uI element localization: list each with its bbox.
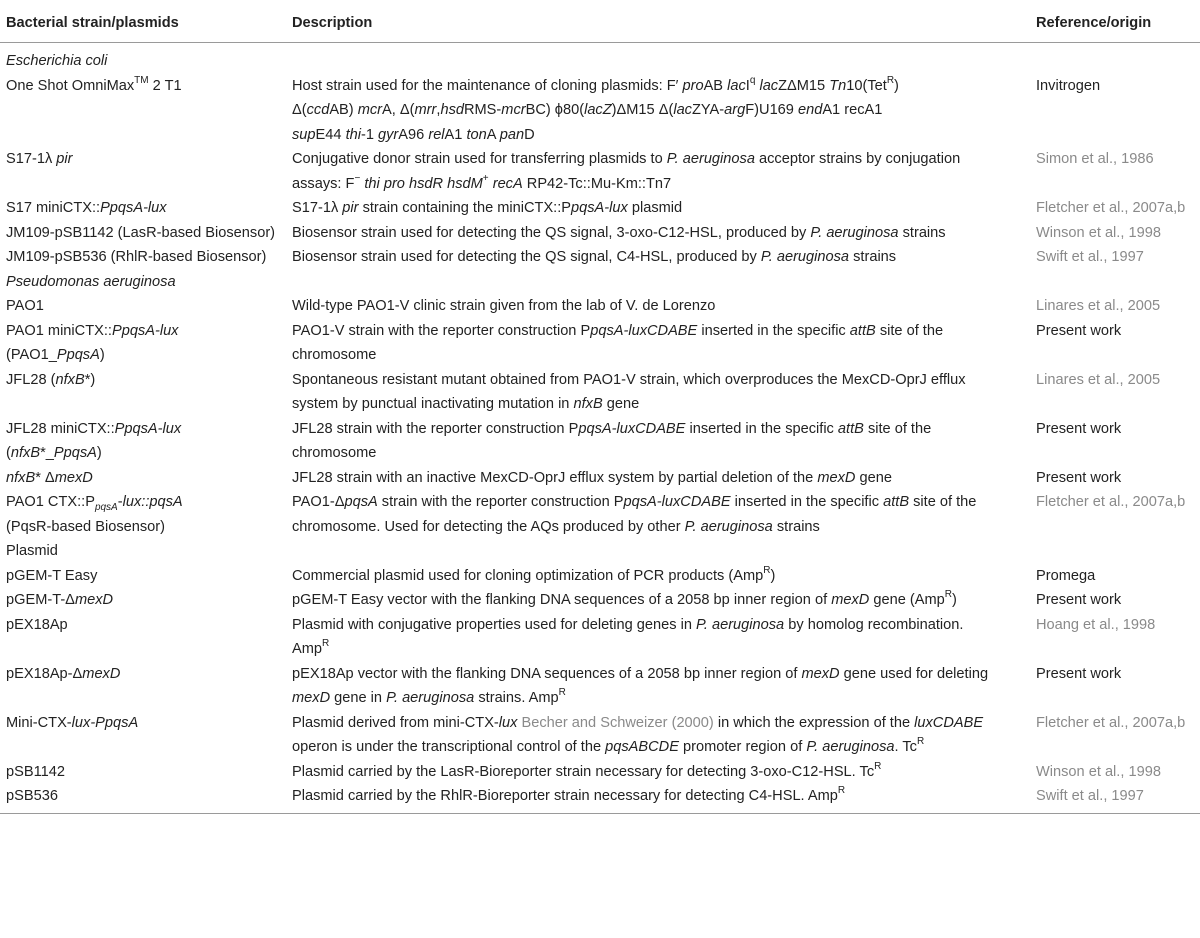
reference-cell[interactable]: Simon et al., 1986	[1036, 151, 1154, 167]
table-row	[0, 245, 1200, 270]
table-row	[0, 784, 1200, 813]
table-row	[0, 711, 1200, 760]
description-cell: pGEM-T Easy vector with the flanking DNA sequences of a 2058 bp inner region of mexD gene (Amp$^R$)	[292, 589, 957, 608]
table-row	[0, 564, 1200, 589]
strain-cell: PAO1 miniCTX::PpqsA-lux (PAO1_PpqsA)	[6, 322, 179, 363]
table-row	[0, 294, 1200, 319]
table-row	[0, 74, 1200, 148]
description-cell: PAO1-V strain with the reporter construction PpqsA-luxCDABE inserted in the specific attB site of the chromosome	[292, 322, 944, 363]
strain-cell: pEX18Ap	[6, 616, 68, 633]
reference-cell[interactable]: Linares et al., 2005	[1036, 298, 1161, 314]
table-row	[0, 221, 1200, 246]
reference-cell[interactable]: Linares et al., 2005	[1036, 371, 1161, 388]
description-cell: Commercial plasmid used for cloning optimization of PCR products (Amp$^R$)	[292, 564, 776, 584]
strain-cell: nfxB* ΔmexD	[6, 469, 93, 486]
strain-cell: S17-1λ pir	[6, 151, 73, 167]
header-strain: Bacterial strain/plasmids	[0, 4, 284, 43]
strain-cell: JFL28 miniCTX::PpqsA-lux (nfxB*_PpqsA)	[6, 420, 182, 461]
header-description: Description	[284, 4, 1030, 43]
description-cell: Plasmid with conjugative properties used for deleting genes in P. aeruginosa by homolog recombination. Amp$^R$	[292, 616, 964, 657]
strain-cell: JFL28 (nfxB*)	[6, 371, 96, 388]
strain-cell: PAO1	[6, 298, 44, 314]
table-row	[0, 368, 1200, 417]
strain-cell: pEX18Ap-ΔmexD	[6, 665, 121, 682]
reference-cell: Present work	[1036, 322, 1122, 339]
description-cell: Plasmid carried by the RhlR-Bioreporter strain necessary for detecting C4-HSL. Amp$^R$	[284, 784, 1030, 813]
description-cell: JFL28 strain with an inactive MexCD-OprJ efflux system by partial deletion of the mexD gene	[292, 469, 892, 486]
group-label-ecoli: Escherichia coli	[6, 53, 108, 69]
header-reference: Reference/origin	[1030, 4, 1200, 43]
reference-cell[interactable]: Winson et al., 1998	[1036, 763, 1161, 780]
strain-cell: One Shot OmniMax™ 2 T1	[6, 74, 182, 94]
reference-cell: Present work	[1036, 420, 1122, 437]
citation-link[interactable]: Becher and Schweizer (2000)	[521, 714, 714, 731]
table-row	[0, 319, 1200, 368]
description-cell: Biosensor strain used for detecting the QS signal, C4-HSL, produced by P. aeruginosa strains	[292, 249, 897, 265]
header-row	[0, 4, 1200, 43]
reference-cell[interactable]: Winson et al., 1998	[1036, 224, 1161, 241]
strain-cell: PAO1 $CTX::P_{pqsA}-lux::pqsA$ (PqsR-based Biosensor)	[6, 494, 183, 535]
description-cell: JFL28 strain with the reporter construction PpqsA-luxCDABE inserted in the specific attB site of the chromosome	[292, 420, 932, 461]
table-row	[0, 760, 1200, 785]
group-label-plasmid: Plasmid	[6, 543, 58, 559]
table-row	[0, 417, 1200, 466]
reference-cell[interactable]: Fletcher et al., 2007a,b	[1036, 714, 1186, 731]
group-row-pseudomonas	[0, 270, 1200, 295]
table-row	[0, 588, 1200, 613]
strain-cell: pGEM-T Easy	[6, 567, 98, 584]
reference-cell[interactable]: Fletcher et al., 2007a,b	[1036, 494, 1186, 510]
reference-cell: Invitrogen	[1036, 77, 1101, 94]
table-row	[0, 466, 1200, 491]
strain-cell: JM109-pSB536 (RhlR-based Biosensor)	[6, 249, 267, 265]
reference-cell[interactable]: Swift et al., 1997	[1036, 249, 1144, 265]
description-cell: Host strain used for the maintenance of cloning plasmids: F′ proAB lacI$^q$ lacZΔM15 Tn10(Tet$^R$) Δ(ccdAB) mcrA, Δ(mrr,hsdRMS-mcrBC) ϕ80(lacZ)ΔM15 Δ(lacZYA-argF)U169 endA1 recA1 supE44 thi-1 gyrA96 relA1 tonA panD	[292, 74, 899, 143]
reference-cell[interactable]: Fletcher et al., 2007a,b	[1036, 200, 1186, 216]
reference-cell: Present work	[1036, 469, 1122, 486]
strain-cell: pGEM-T-ΔmexD	[6, 592, 114, 608]
reference-cell: Promega	[1036, 567, 1096, 584]
description-cell: Wild-type PAO1-V clinic strain given from the lab of V. de Lorenzo	[292, 298, 716, 314]
strain-cell: S17 miniCTX::PpqsA-lux	[6, 200, 167, 216]
table-row	[0, 490, 1200, 539]
description-cell: pEX18Ap vector with the flanking DNA sequences of a 2058 bp inner region of mexD gene used for deleting mexD gene in P. aeruginosa strains. Amp$^R$	[292, 665, 989, 706]
description-cell: PAO1-ΔpqsA strain with the reporter construction PpqsA-luxCDABE inserted in the specific attB site of the chromosome. Used for detecting the AQs produced by other P. aeruginosa strains	[292, 494, 977, 535]
reference-cell[interactable]: Hoang et al., 1998	[1036, 616, 1156, 633]
description-cell: Biosensor strain used for detecting the QS signal, 3-oxo-C12-HSL, produced by P. aeruginosa strains	[292, 224, 946, 241]
reference-cell: Present work	[1036, 665, 1122, 682]
description-cell: Conjugative donor strain used for transferring plasmids to P. aeruginosa acceptor strains by conjugation assays: F− thi pro hsdR hsdM+ recA RP42-Tc::Mu-Km::Tn7	[292, 151, 961, 192]
description-cell: Spontaneous resistant mutant obtained from PAO1-V strain, which overproduces the MexCD-OprJ efflux system by punctual inactivating mutation in nfxB gene	[292, 371, 966, 412]
table-row	[0, 613, 1200, 662]
strain-cell: pSB536	[0, 784, 284, 813]
group-row-plasmid	[0, 539, 1200, 564]
table-row	[0, 662, 1200, 711]
reference-cell[interactable]: Swift et al., 1997	[1030, 784, 1200, 813]
strains-plasmids-table	[0, 4, 1200, 814]
description-cell: Plasmid carried by the LasR-Bioreporter strain necessary for detecting 3-oxo-C12-HSL. $Tc^R$	[292, 760, 882, 780]
strain-cell: Mini-CTX-lux-PpqsA	[6, 714, 139, 731]
strain-cell: pSB1142	[6, 763, 65, 780]
group-label-pseudomonas: Pseudomonas aeruginosa	[6, 273, 176, 290]
description-cell: S17-1λ pir strain containing the miniCTX::PpqsA-lux plasmid	[292, 200, 683, 216]
table-row	[0, 147, 1200, 196]
group-row-ecoli	[0, 43, 1200, 74]
reference-cell: Present work	[1036, 592, 1122, 608]
table-row	[0, 196, 1200, 221]
description-cell: Plasmid derived from mini-CTX-lux Becher and Schweizer (2000) in which the expression of the luxCDABE operon is under the transcriptional control of the pqsABCDE promoter region of P. aeruginosa. $Tc^R$	[292, 714, 984, 755]
strain-cell: JM109-pSB1142 (LasR-based Biosensor)	[6, 224, 276, 241]
